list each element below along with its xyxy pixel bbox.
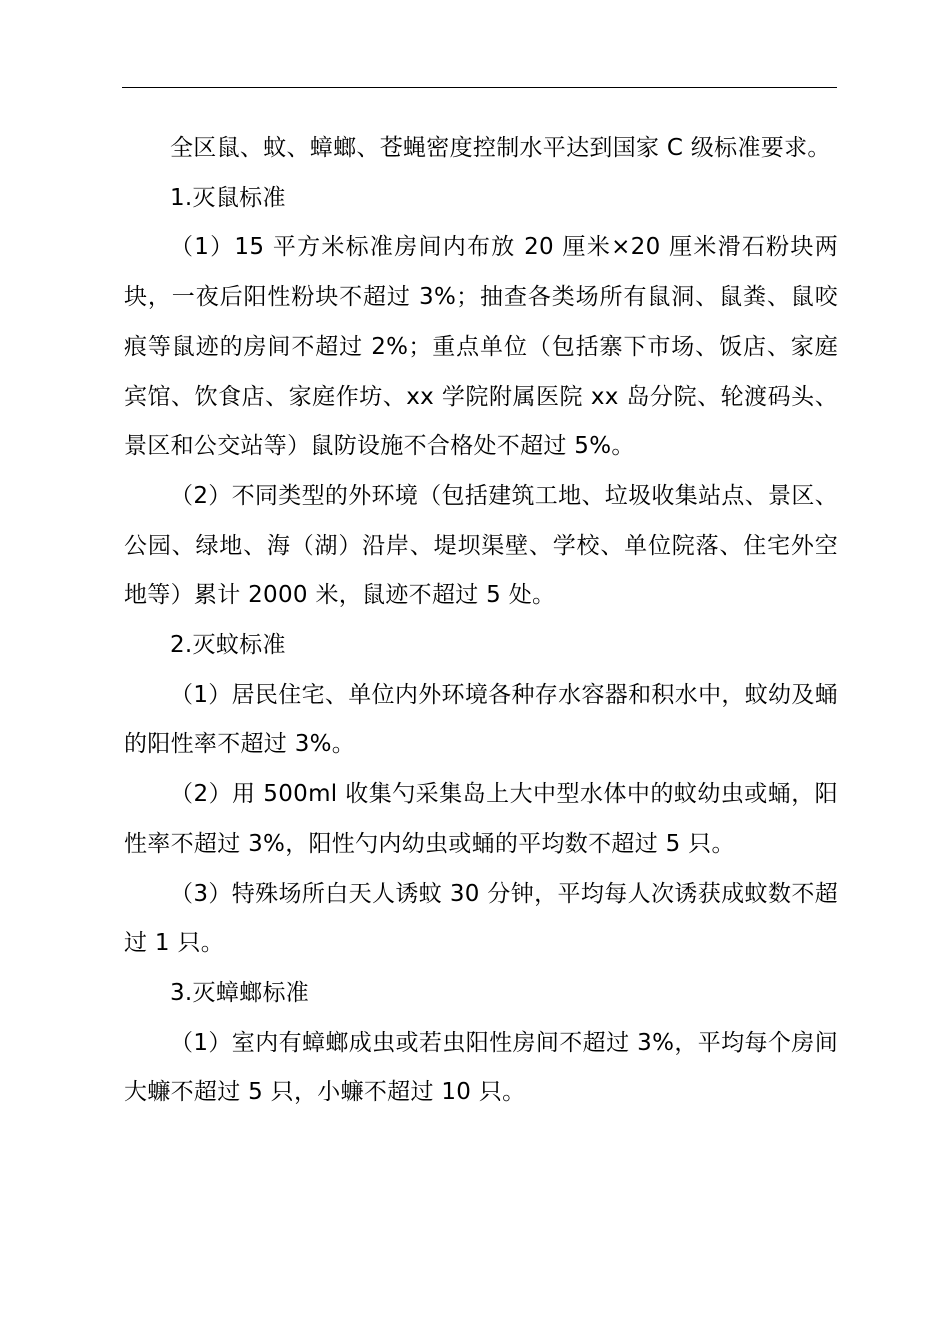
- mosquito-standard-item-2: （2）用 500ml 收集勺采集岛上大中型水体中的蚊幼虫或蛹，阳性率不超过 3%，阳性勺内幼虫或蛹的平均数不超过 5 只。: [124, 781, 838, 857]
- cockroach-standard-heading: 3.灭蟑螂标准: [170, 979, 310, 1006]
- mosquito-standard-heading: 2.灭蚊标准: [170, 632, 286, 659]
- intro-paragraph: 全区鼠、蚊、蟑螂、苍蝇密度控制水平达到国家 C 级标准要求。: [170, 135, 831, 161]
- rodent-standard-item-2: （2）不同类型的外环境（包括建筑工地、垃圾收集站点、景区、公园、绿地、海（湖）沿岸、堤坝渠壁、学校、单位院落、住宅外空地等）累计 2000 米，鼠迹不超过 5 处。: [124, 482, 838, 609]
- document-body: [124, 124, 838, 1118]
- cockroach-standard-item-1: （1）室内有蟑螂成虫或若虫阳性房间不超过 3%，平均每个房间大蠊不超过 5 只，小蠊不超过 10 只。: [124, 1029, 838, 1106]
- mosquito-standard-item-1: （1）居民住宅、单位内外环境各种存水容器和积水中，蚊幼及蛹的阳性率不超过 3%。: [124, 681, 838, 758]
- mosquito-standard-item-3: （3）特殊场所白天人诱蚊 30 分钟，平均每人次诱获成蚊数不超过 1 只。: [124, 880, 838, 957]
- rodent-standard-heading: 1.灭鼠标准: [170, 184, 286, 211]
- header-rule: [122, 87, 837, 88]
- rodent-standard-item-1: （1）15 平方米标准房间内布放 20 厘米×20 厘米滑石粉块两块，一夜后阳性粉块不超过 3%；抽查各类场所有鼠洞、鼠粪、鼠咬痕等鼠迹的房间不超过 2%；重点单位（包括寨下市场、饭店、家庭宾馆、饮食店、家庭作坊、xx 学院附属医院 xx 岛分院、轮渡码头、景区和公交站等）鼠防设施不合格处不超过 5%。: [124, 234, 838, 460]
